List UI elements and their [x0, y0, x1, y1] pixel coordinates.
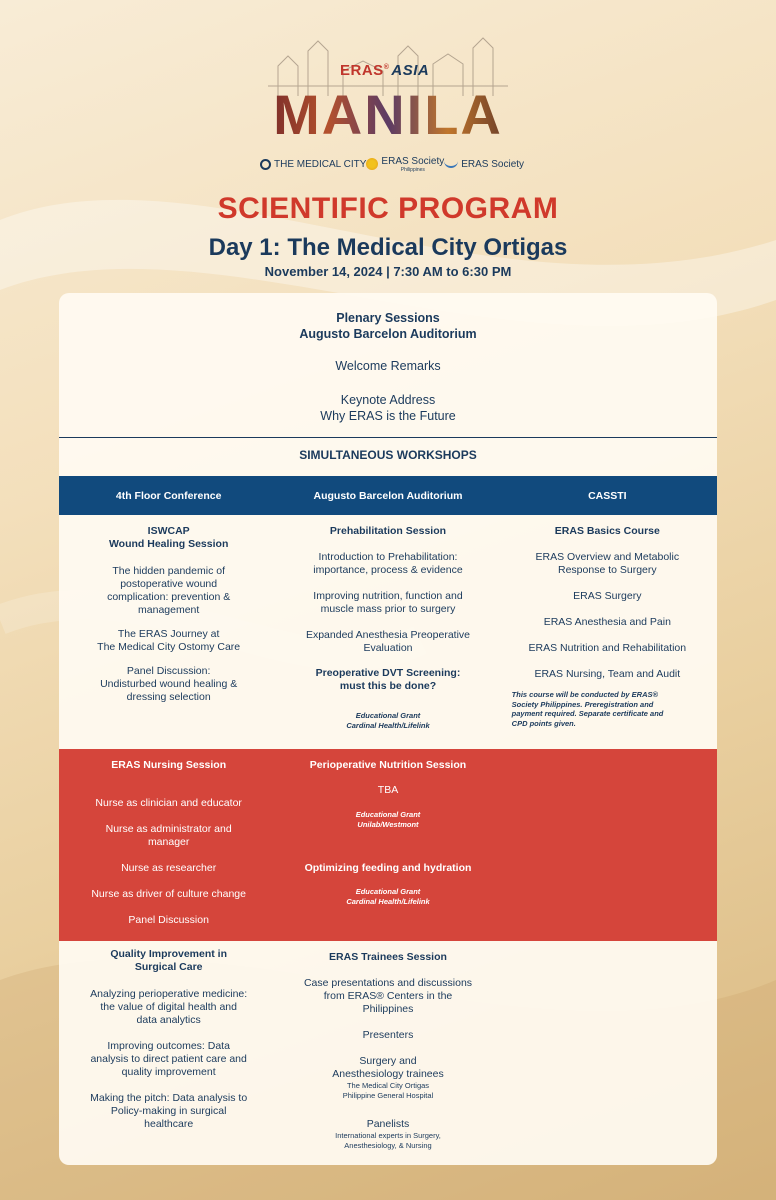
keynote-address: Keynote Address Why ERAS is the Future [320, 393, 456, 423]
course-note: This course will be conducted by ERAS® Society Philippines. Preregistration and payment required. Separate certificate and CPD points given. [511, 690, 664, 728]
partner-eras-society: ERAS Society [444, 159, 524, 170]
column-header-cassti: CASSTI [588, 489, 627, 502]
session-item: Analyzing perioperative medicine: the value of digital health and data analytics [90, 988, 248, 1026]
divider [59, 437, 717, 438]
session-item: Case presentations and discussions from ERAS® Centers in the Philippines [303, 977, 473, 1015]
session-item: Panel Discussion [128, 914, 209, 926]
partner-eras-philippines: ERAS Society Philippines [366, 156, 444, 173]
session-title: ERAS Nursing Session [111, 759, 227, 771]
manila-logo: MANILA [268, 86, 508, 144]
session-item: Nurse as researcher [121, 862, 217, 874]
eras-basics-course [498, 515, 717, 749]
session-item: Making the pitch: Data analysis to Policy-making in surgical healthcare [90, 1092, 248, 1130]
session-item: Surgery and Anesthesiology trainees The Medical City Ortigas Philippine General Hospital [332, 1055, 444, 1100]
session-title: Preoperative DVT Screening: must this be done? [315, 667, 461, 692]
grant-note: Educational Grant Cardinal Health/Lifelink [346, 887, 430, 906]
session-title: Quality Improvement in Surgical Care [110, 948, 228, 973]
session-item: Nurse as administrator and manager [105, 823, 232, 848]
column-header-4th-floor: 4th Floor Conference [115, 489, 222, 502]
session-title: Prehabilitation Session [329, 525, 447, 537]
session-item: Panel Discussion: Undisturbed wound healing & dressing selection [100, 665, 238, 703]
session-title: ERAS Trainees Session [329, 951, 447, 963]
session-item: ERAS Surgery [573, 590, 642, 602]
session-item: Introduction to Prehabilitation: importance, process & evidence [313, 551, 463, 576]
day-title: Day 1: The Medical City Ortigas [208, 234, 568, 261]
session-item: Panelists International experts in Surgery, Anesthesiology, & Nursing [335, 1118, 441, 1150]
iswcap-session [59, 515, 278, 749]
session-title: Perioperative Nutrition Session [309, 759, 467, 771]
session-item: Nurse as clinician and educator [95, 797, 242, 809]
page-title: SCIENTIFIC PROGRAM [217, 192, 559, 225]
plenary-section [59, 293, 717, 437]
plenary-title: Plenary Sessions Augusto Barcelon Auditorium [299, 311, 477, 341]
nutrition-session [278, 749, 497, 941]
session-item: The ERAS Journey at The Medical City Ostomy Care [97, 628, 241, 653]
partner-logos [260, 150, 525, 178]
trainees-session [278, 941, 497, 1165]
session-item: ERAS Overview and Metabolic Response to Surgery [535, 551, 680, 576]
prehabilitation-session [278, 515, 497, 749]
welcome-remarks: Welcome Remarks [335, 359, 441, 373]
workshop-row-3 [59, 941, 717, 1165]
quality-improvement-session [59, 941, 278, 1165]
column-header-auditorium: Augusto Barcelon Auditorium [313, 489, 463, 502]
wave-icon [444, 160, 458, 168]
session-title: ERAS Basics Course [554, 525, 660, 537]
partner-medical-city: THE MEDICAL CITY [260, 159, 366, 170]
session-item: ERAS Nutrition and Rehabilitation [528, 642, 687, 654]
column-headers [59, 476, 717, 515]
session-item: Presenters [362, 1029, 414, 1041]
workshop-row-1 [59, 515, 717, 749]
eras-asia-logo: ERAS® ASIA [340, 62, 430, 79]
header [0, 0, 776, 190]
session-item: Expanded Anesthesia Preoperative Evaluation [305, 629, 471, 654]
session-item: Improving outcomes: Data analysis to direct patient care and quality improvement [90, 1040, 247, 1078]
nursing-session [59, 749, 278, 941]
session-item: Improving nutrition, function and muscle mass prior to surgery [313, 590, 463, 615]
medical-city-icon [260, 159, 271, 170]
session-item: ERAS Nursing, Team and Audit [534, 668, 681, 680]
sun-icon [366, 158, 378, 170]
date-line: November 14, 2024 | 7:30 AM to 6:30 PM [264, 264, 512, 279]
grant-note: Educational Grant Unilab/Westmont [355, 810, 421, 829]
session-item: The hidden pandemic of postoperative wound complication: prevention & management [107, 565, 231, 616]
workshop-row-2 [59, 749, 717, 941]
session-item: Nurse as driver of culture change [91, 888, 246, 900]
grant-note: Educational Grant Cardinal Health/Lifelink [346, 711, 430, 730]
session-item: TBA [377, 784, 399, 796]
session-item: ERAS Anesthesia and Pain [543, 616, 671, 628]
simultaneous-title: SIMULTANEOUS WORKSHOPS [299, 448, 477, 462]
program-panel [59, 293, 717, 1165]
session-title: Optimizing feeding and hydration [304, 862, 472, 874]
session-title: ISWCAP Wound Healing Session [108, 525, 229, 550]
